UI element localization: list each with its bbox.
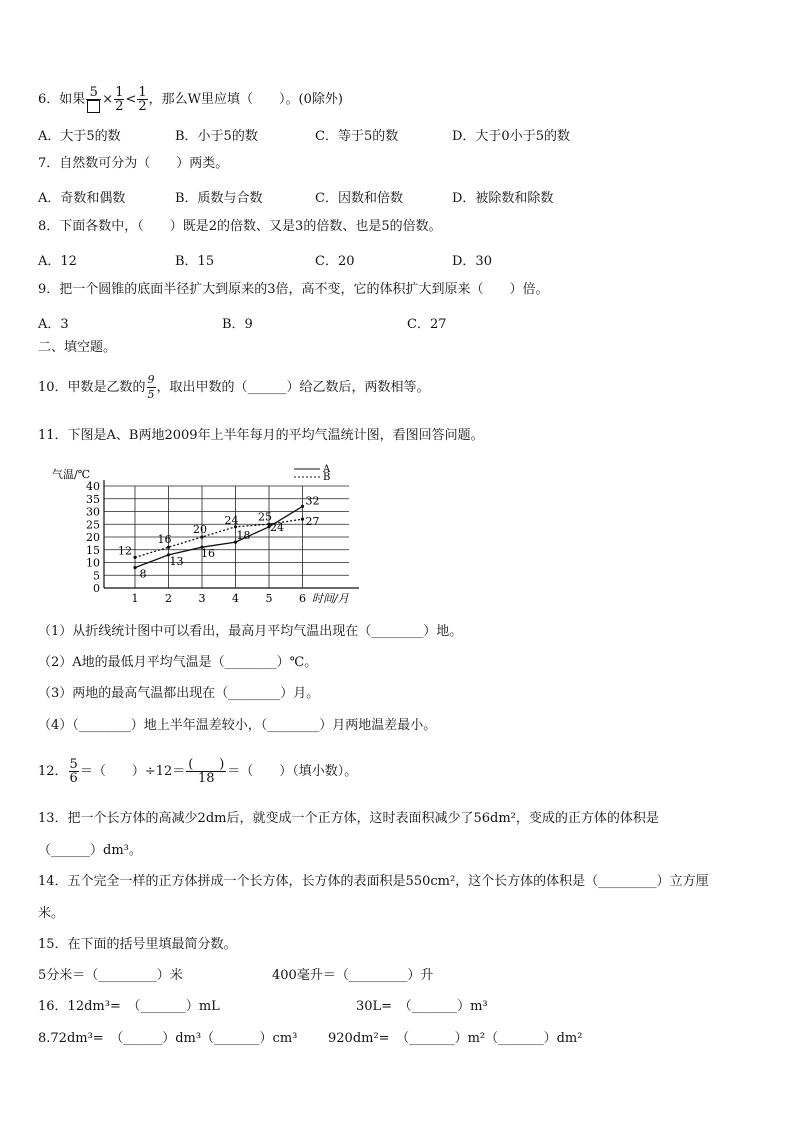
y-tick-label: 35	[86, 492, 100, 506]
question-15: 15．在下面的括号里填最简分数。	[38, 937, 237, 952]
legend-label: B	[323, 472, 331, 483]
q9-option-b: B．9	[222, 317, 253, 332]
legend-label: A	[323, 464, 331, 475]
x-axis-label: 时间/月	[312, 592, 349, 605]
q7-option-d: D．被除数和除数	[452, 191, 554, 206]
data-point	[133, 556, 136, 559]
y-axis-label: 气温/℃	[52, 468, 91, 481]
y-tick-label: 10	[86, 556, 100, 570]
question-13-line1: 13．把一个长方体的高减少2dm后，就变成一个正方体，这时表面积减少了56dm²，变成的正方体的体积是	[38, 811, 659, 826]
q12-prefix: 12．	[38, 764, 68, 779]
q6-r-den: 2	[138, 99, 147, 114]
data-label: 13	[169, 554, 184, 568]
data-label: 24	[224, 513, 239, 527]
data-label: 16	[201, 547, 215, 561]
question-16-b: 30L= （_______）m³	[356, 999, 488, 1014]
q7-option-a: A．奇数和偶数	[38, 191, 126, 206]
q11-sub-1: （1）从折线统计图中可以看出，最高月平均气温出现在（________）地。	[38, 624, 463, 639]
x-tick-label: 6	[299, 592, 306, 605]
data-label: 20	[193, 523, 207, 536]
q11-sub-4: （4）（________）地上半年温差较小，（________）月两地温差最小。	[38, 718, 437, 733]
q6-frac-num: 5	[86, 86, 101, 100]
q9-option-a: A．3	[38, 317, 69, 332]
question-16-d: 920dm²= （_______）m²（_______）dm²	[328, 1031, 583, 1046]
data-label: 32	[305, 494, 320, 508]
data-point	[133, 566, 136, 569]
q12-mid: ＝（ ）÷12＝	[79, 764, 186, 779]
x-ticks	[132, 592, 307, 605]
y-ticks	[86, 480, 100, 595]
data-label: 12	[118, 544, 132, 558]
y-tick-label: 30	[86, 505, 100, 519]
q12-fraction	[69, 758, 79, 785]
q6-half-num: 1	[115, 85, 124, 100]
q10-fraction	[147, 373, 156, 402]
q6-option-d: D．大于0小于5的数	[452, 129, 570, 144]
x-tick-label: 2	[165, 592, 172, 605]
q15-item-b: 400毫升＝（_________）升	[272, 968, 434, 983]
q10-frac-num: 9	[147, 373, 155, 386]
q6-option-b: B．小于5的数	[175, 129, 258, 144]
blank-box	[87, 100, 100, 113]
q10-frac-den: 5	[147, 388, 155, 401]
q12-blank-num: ( )	[188, 757, 225, 772]
y-tick-label: 40	[86, 480, 100, 493]
q8-option-d: D．30	[452, 254, 492, 269]
q12-num: 5	[69, 757, 78, 772]
data-label: 25	[258, 510, 272, 524]
q6-suffix: ，那么W里应填（ ）。(0除外)	[148, 92, 343, 107]
q12-fraction-2	[186, 758, 226, 785]
question-16-a: 16．12dm³= （_______）mL	[38, 999, 220, 1014]
y-tick-label: 20	[86, 531, 100, 544]
x-tick-label: 1	[131, 592, 139, 605]
q6-fraction-half	[114, 86, 124, 113]
data-label: 16	[157, 533, 172, 547]
data-label: 18	[236, 529, 251, 543]
y-tick-label: 0	[93, 582, 100, 595]
q12-den: 6	[69, 771, 78, 786]
data-point	[301, 505, 304, 508]
q12-suffix: ＝（ ）（填小数）。	[227, 764, 358, 779]
q12-den2: 18	[197, 771, 215, 786]
question-11: 11．下图是A、B两地2009年上半年每月的平均气温统计图，看图回答问题。	[38, 428, 484, 443]
data-label: 27	[305, 515, 320, 529]
question-13-line2: （______）dm³。	[38, 843, 142, 858]
q6-mul: ×	[102, 92, 114, 107]
q6-fraction-box	[86, 86, 101, 113]
q9-option-c: C．27	[407, 317, 447, 332]
question-12	[38, 750, 357, 794]
chart-legend	[294, 464, 331, 483]
data-label: 24	[270, 520, 284, 534]
x-tick-label: 5	[265, 592, 273, 605]
y-tick-label: 15	[86, 543, 100, 557]
y-tick-label: 25	[86, 518, 100, 532]
q6-prefix: 6．如果	[38, 92, 86, 107]
q6-lt: <	[125, 92, 137, 107]
question-14-line2: 米。	[38, 906, 65, 921]
q10-suffix: ，取出甲数的（______）给乙数后，两数相等。	[156, 380, 430, 395]
q11-sub-3: （3）两地的最高气温都出现在（________）月。	[38, 686, 320, 701]
data-point	[301, 518, 304, 521]
q6-fraction-right	[137, 86, 147, 113]
question-10	[38, 366, 430, 410]
chart-data-labels	[118, 494, 320, 580]
q10-prefix: 10．甲数是乙数的	[38, 380, 146, 395]
q6-option-a: A．大于5的数	[38, 129, 121, 144]
question-7: 7．自然数可分为（ ）两类。	[38, 156, 229, 171]
q7-option-c: C．因数和倍数	[315, 191, 403, 206]
q8-option-c: C．20	[315, 254, 355, 269]
y-tick-label: 5	[93, 569, 100, 583]
x-tick-label: 4	[232, 592, 239, 605]
q11-sub-2: （2）A地的最低月平均气温是（________）℃。	[38, 655, 318, 670]
data-label: 8	[139, 567, 147, 581]
question-8: 8．下面各数中，（ ）既是2的倍数、又是3的倍数、也是5的倍数。	[38, 219, 442, 234]
q7-option-b: B．质数与合数	[175, 191, 263, 206]
q8-option-b: B．15	[175, 254, 215, 269]
q8-option-a: A．12	[38, 254, 77, 269]
q6-r-num: 1	[138, 85, 147, 100]
question-16-c: 8.72dm³= （______）dm³（_______）cm³	[38, 1031, 298, 1046]
q6-half-den: 2	[115, 99, 124, 114]
question-6	[38, 85, 343, 114]
q6-option-c: C．等于5的数	[315, 129, 399, 144]
question-9: 9．把一个圆锥的底面半径扩大到原来的3倍，高不变，它的体积扩大到原来（ ）倍。	[38, 282, 549, 297]
q15-item-a: 5分米＝（_________）米	[38, 968, 183, 983]
temperature-line-chart	[44, 458, 374, 608]
x-tick-label: 3	[198, 592, 206, 605]
question-14-line1: 14．五个完全一样的正方体拼成一个长方体，长方体的表面积是550cm²，这个长方体的体积是（_________）立方厘	[38, 874, 709, 889]
section-heading: 二、填空题。	[38, 340, 117, 355]
